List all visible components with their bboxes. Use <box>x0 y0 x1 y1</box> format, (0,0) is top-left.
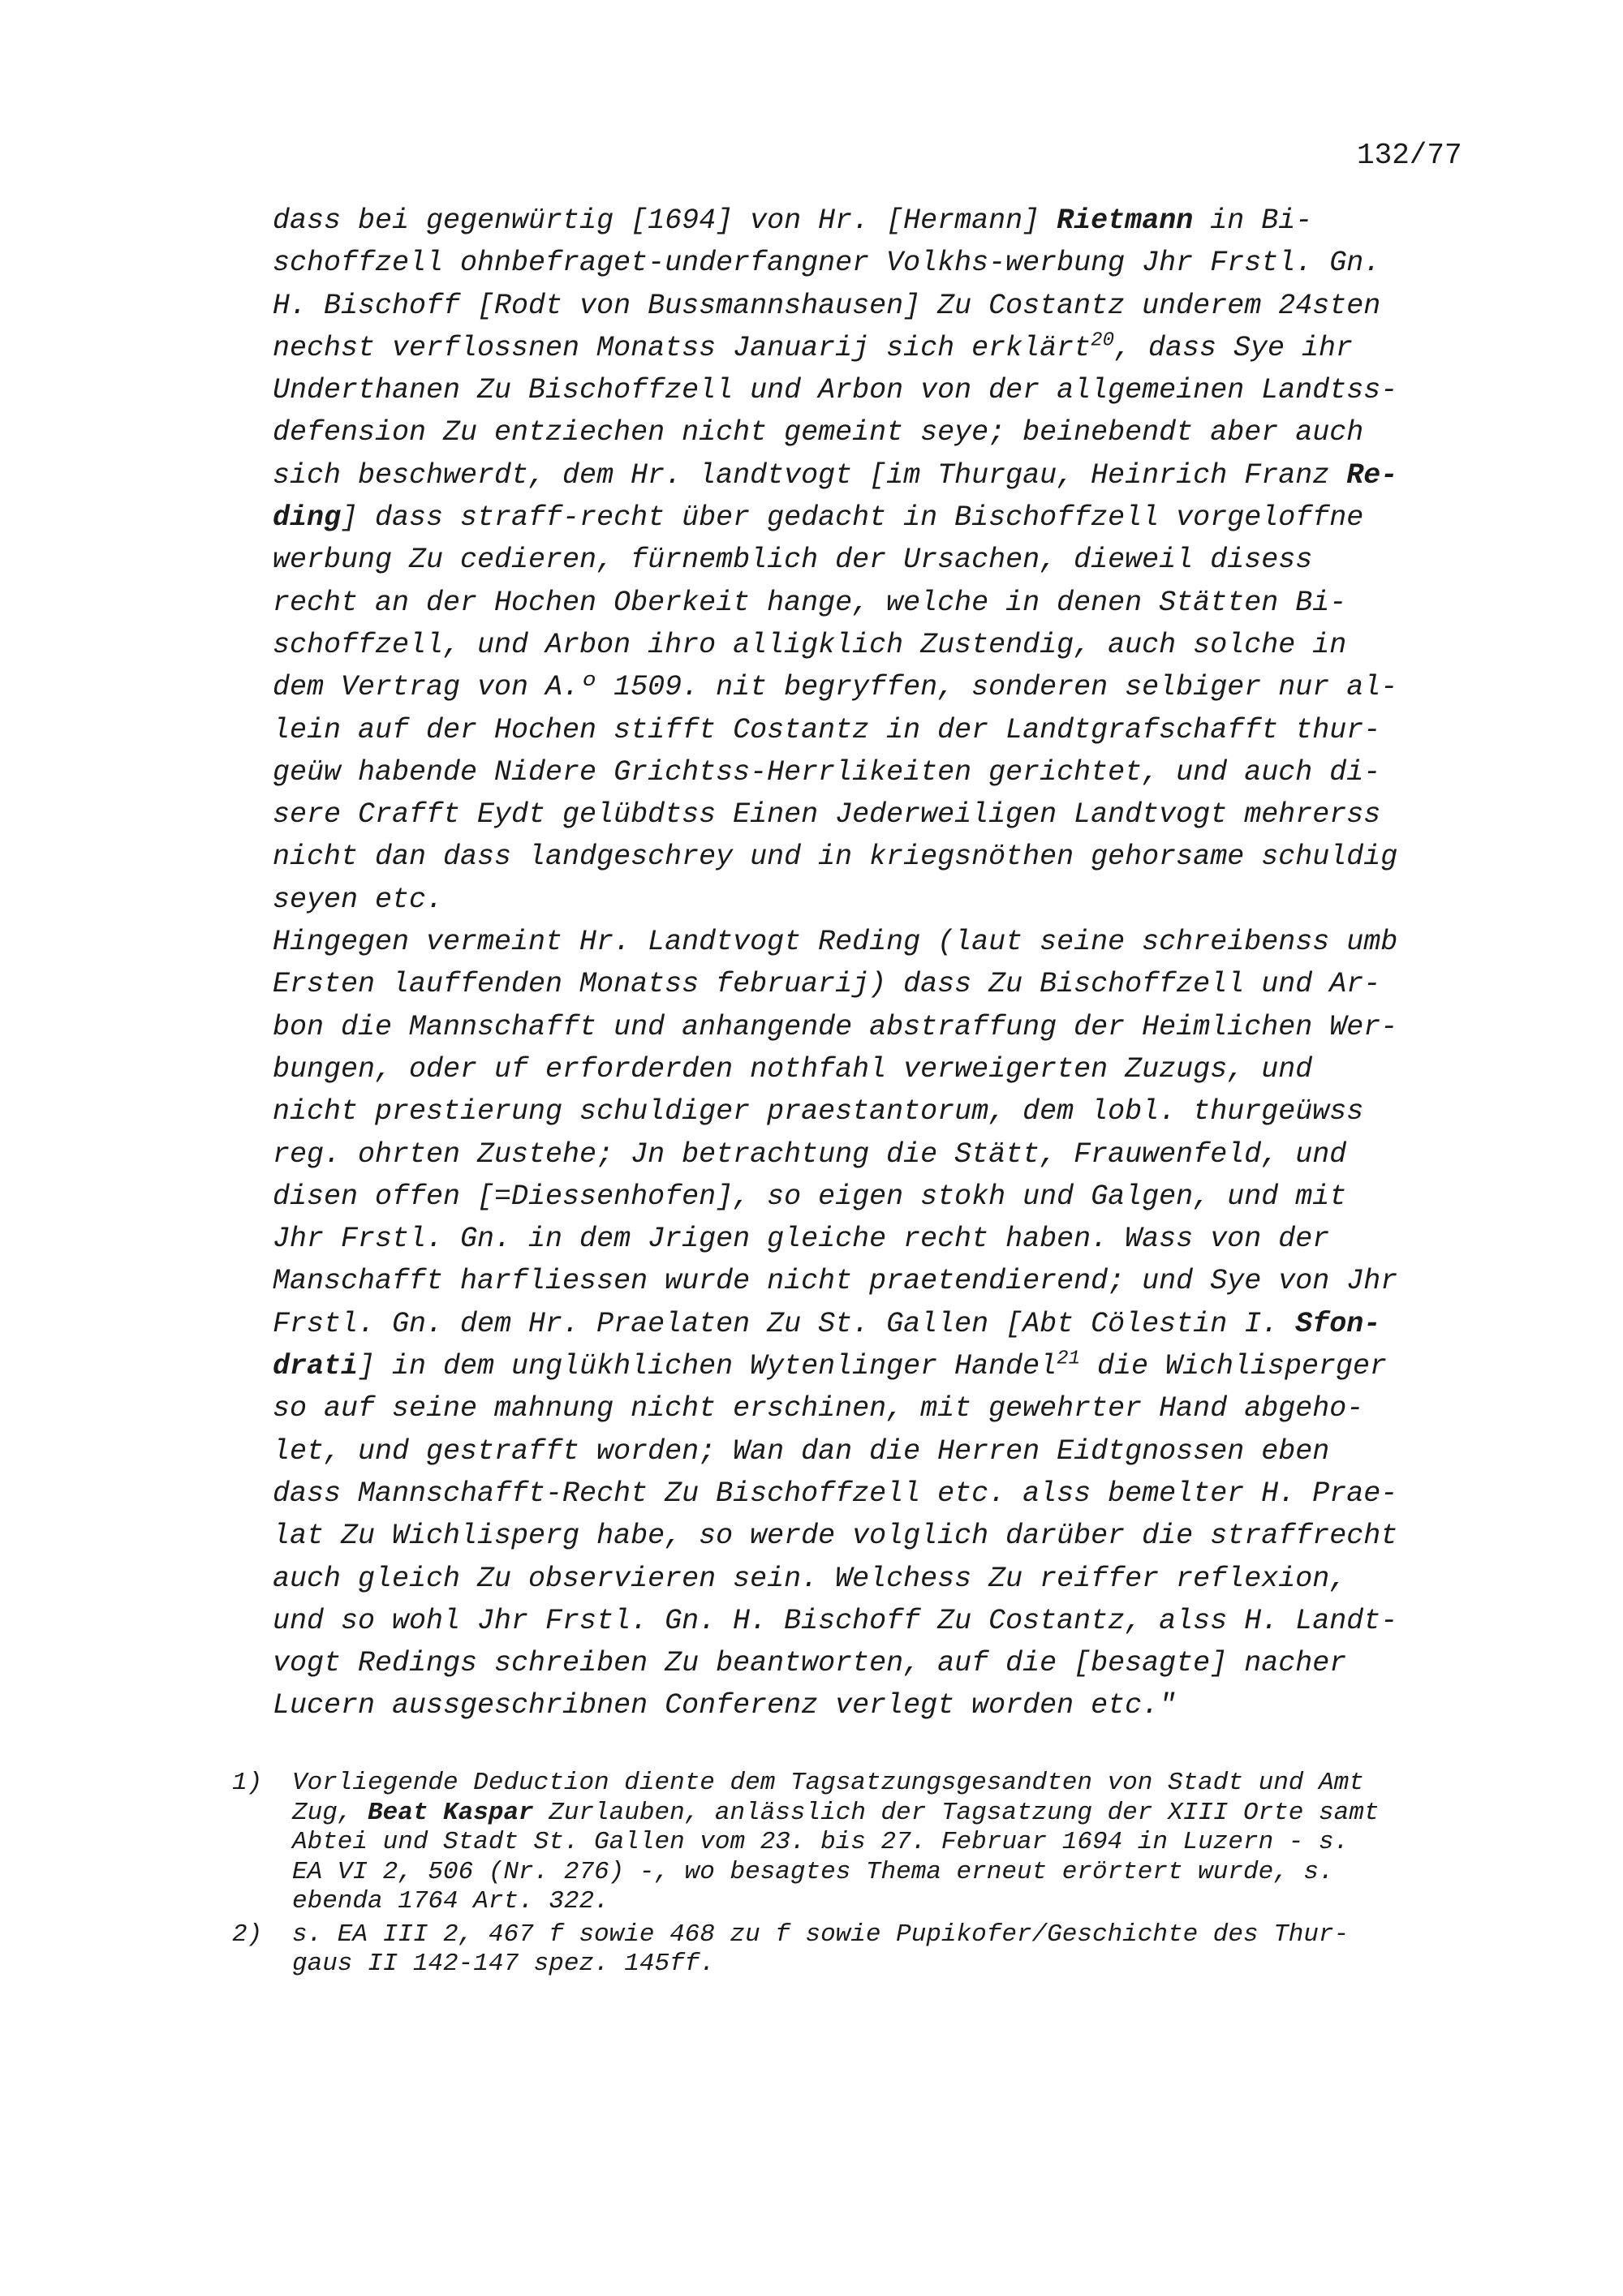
footnote <box>232 1920 1563 1980</box>
text-line <box>273 539 1539 581</box>
footnote-reference: 20 <box>1091 329 1114 352</box>
text-segment: Abtei und Stadt St. Gallen vom 23. bis 27. Februar 1694 in Luzern - s. <box>292 1828 1350 1856</box>
text-line <box>273 624 1539 666</box>
text-segment: Hingegen vermeint Hr. Landtvogt Reding (laut seine schreibenss umb <box>273 926 1398 959</box>
footnote-marker: 2) <box>232 1920 263 1949</box>
text-line <box>273 411 1539 454</box>
text-segment: nicht dan dass landgeschrey und in kriegsnöthen gehorsame schuldig <box>273 841 1398 874</box>
text-segment: vogt Redings schreiben Zu beantworten, auf die [besagte] nacher <box>273 1647 1347 1680</box>
text-line <box>273 1515 1539 1557</box>
footnote-text <box>292 1920 1563 1980</box>
text-line <box>273 1218 1539 1260</box>
text-line <box>273 666 1539 708</box>
footnotes <box>232 1769 1563 1983</box>
text-segment: ebenda 1764 Art. 322. <box>292 1887 609 1915</box>
text-segment: lein auf der Hochen stifft Costantz in der Landtgrafschafft thur- <box>273 713 1381 746</box>
text-segment: let, und gestrafft worden; Wan dan die Herren Eidtgnossen eben <box>273 1434 1330 1468</box>
text-segment: dass Mannschafft-Recht Zu Bischoffzell etc. alss bemelter H. Prae- <box>273 1477 1398 1510</box>
page-number: 132/77 <box>1357 139 1462 172</box>
text-line <box>273 497 1539 539</box>
text-line <box>273 793 1539 836</box>
bold-name: ding <box>273 501 342 535</box>
text-line <box>273 879 1539 921</box>
text-segment: auch gleich Zu observieren sein. Welchess Zu reiffer reflexion, <box>273 1562 1347 1595</box>
text-line <box>273 582 1539 624</box>
text-segment: defension Zu entziechen nicht gemeint seye; beinebendt aber auch <box>273 416 1364 449</box>
text-line <box>273 836 1539 878</box>
text-line <box>273 1473 1539 1515</box>
text-segment: Zug, <box>292 1798 368 1827</box>
text-line <box>273 285 1539 327</box>
footnote-text <box>292 1769 1563 1917</box>
text-segment: Manschafft harfliessen wurde nicht praetendierend; und Sye von Jhr <box>273 1265 1398 1298</box>
text-line <box>273 709 1539 751</box>
text-line <box>273 1006 1539 1048</box>
text-segment: recht an der Hochen Oberkeit hange, welche in denen Stätten Bi- <box>273 586 1347 619</box>
text-line <box>273 921 1539 963</box>
text-segment: sich beschwerdt, dem Hr. landtvogt [im Thurgau, Heinrich Franz <box>273 458 1347 492</box>
text-segment: gaus II 142-147 spez. 145ff. <box>292 1950 715 1978</box>
text-line <box>273 1303 1539 1345</box>
text-line <box>273 1558 1539 1600</box>
footnote-line <box>292 1887 1563 1917</box>
text-segment: Ersten lauffenden Monatss februarij) dass Zu Bischoffzell und Ar- <box>273 968 1381 1001</box>
text-line <box>273 242 1539 284</box>
text-segment: dass bei gegenwürtig [1694] von Hr. [Hermann] <box>273 204 1057 237</box>
text-segment: nicht prestierung schuldiger praestantorum, dem lobl. thurgeüwss <box>273 1095 1364 1129</box>
text-segment: , dass Sye ihr <box>1113 331 1354 364</box>
bold-name: drati <box>273 1350 359 1383</box>
text-segment: Jhr Frstl. Gn. in dem Jrigen gleiche recht haben. Wass von der <box>273 1223 1330 1256</box>
text-line <box>273 327 1539 369</box>
text-line <box>273 1260 1539 1302</box>
text-segment: Underthanen Zu Bischoffzell und Arbon von der allgemeinen Landtss- <box>273 374 1398 407</box>
text-segment: reg. ohrten Zustehe; Jn betrachtung die Stätt, Frauwenfeld, und <box>273 1137 1347 1171</box>
text-line <box>273 200 1539 242</box>
text-line <box>273 963 1539 1005</box>
text-line <box>273 1642 1539 1684</box>
text-segment: Vorliegende Deduction diente dem Tagsatzungsgesandten von Stadt und Amt <box>292 1769 1364 1797</box>
bold-name: Re- <box>1346 458 1398 492</box>
text-segment: s. EA III 2, 467 f sowie 468 zu f sowie Pupikofer/Geschichte des Thur- <box>292 1920 1350 1949</box>
text-line <box>273 454 1539 497</box>
text-line <box>273 1345 1539 1387</box>
footnote-line <box>292 1950 1563 1980</box>
text-segment: werbung Zu cedieren, fürnemblich der Ursachen, dieweil disess <box>273 544 1313 577</box>
footnote-reference: 21 <box>1057 1348 1080 1370</box>
text-segment: ] dass straff-recht über gedacht in Bischoffzell vorgeloffne <box>341 501 1364 535</box>
text-segment: Frstl. Gn. dem Hr. Praelaten Zu St. Gallen [Abt Cölestin I. <box>273 1307 1296 1340</box>
text-segment: disen offen [=Diessenhofen], so eigen stokh und Galgen, und mit <box>273 1180 1347 1213</box>
text-line <box>273 1684 1539 1726</box>
text-line <box>273 1133 1539 1176</box>
text-line <box>273 1387 1539 1430</box>
text-segment: und so wohl Jhr Frstl. Gn. H. Bischoff Zu Costantz, alss H. Landt- <box>273 1604 1398 1637</box>
text-segment: bon die Mannschafft und anhangende abstraffung der Heimlichen Wer- <box>273 1010 1398 1043</box>
text-segment: schoffzell, und Arbon ihro alligklich Zustendig, auch solche in <box>273 628 1347 661</box>
footnote <box>232 1769 1563 1917</box>
text-segment: dem Vertrag von A.º 1509. nit begryffen, sonderen selbiger nur al- <box>273 671 1398 704</box>
text-line <box>273 1176 1539 1218</box>
footnote-line <box>292 1858 1563 1888</box>
text-segment: Zurlauben, anlässlich der Tagsatzung der XIII Orte samt <box>533 1798 1380 1827</box>
text-line <box>273 1430 1539 1473</box>
text-line <box>273 369 1539 411</box>
bold-name: Sfon- <box>1295 1307 1381 1340</box>
text-line <box>273 1048 1539 1090</box>
text-segment: nechst verflossnen Monatss Januarij sich erklärt <box>273 331 1091 364</box>
footnote-line <box>292 1920 1563 1950</box>
text-segment: in Bi- <box>1193 204 1313 237</box>
text-segment: seyen etc. <box>273 883 444 916</box>
main-text <box>273 200 1539 1727</box>
text-segment: sere Crafft Eydt gelübdtss Einen Jederweiligen Landtvogt mehrerss <box>273 798 1381 832</box>
text-segment: so auf seine mahnung nicht erschinen, mit gewehrter Hand abgeho- <box>273 1392 1364 1425</box>
text-segment: geüw habende Nidere Grichtss-Herrlikeiten gerichtet, und auch di- <box>273 755 1381 789</box>
footnote-line <box>292 1799 1563 1829</box>
text-segment: H. Bischoff [Rodt von Bussmannshausen] Zu Costantz underem 24sten <box>273 289 1381 322</box>
text-line <box>273 1600 1539 1642</box>
footnote-marker: 1) <box>232 1769 263 1797</box>
text-segment: EA VI 2, 506 (Nr. 276) -, wo besagtes Thema erneut erörtert wurde, s. <box>292 1857 1334 1886</box>
text-segment: die Wichlisperger <box>1079 1350 1388 1383</box>
text-line <box>273 1090 1539 1133</box>
footnote-line <box>292 1769 1563 1799</box>
text-segment: bungen, oder uf erforderden nothfahl verweigerten Zuzugs, und <box>273 1052 1313 1086</box>
text-segment: ] in dem unglükhlichen Wytenlinger Handel <box>358 1350 1057 1383</box>
bold-name: Beat Kaspar <box>368 1798 534 1827</box>
text-line <box>273 751 1539 793</box>
text-segment: lat Zu Wichlisperg habe, so werde volglich darüber die straffrecht <box>273 1520 1398 1553</box>
text-segment: Lucern aussgeschribnen Conferenz verlegt worden etc." <box>273 1689 1177 1722</box>
bold-name: Rietmann <box>1057 204 1194 237</box>
text-segment: schoffzell ohnbefraget-underfangner Volkhs-werbung Jhr Frstl. Gn. <box>273 247 1381 280</box>
footnote-line <box>292 1828 1563 1858</box>
